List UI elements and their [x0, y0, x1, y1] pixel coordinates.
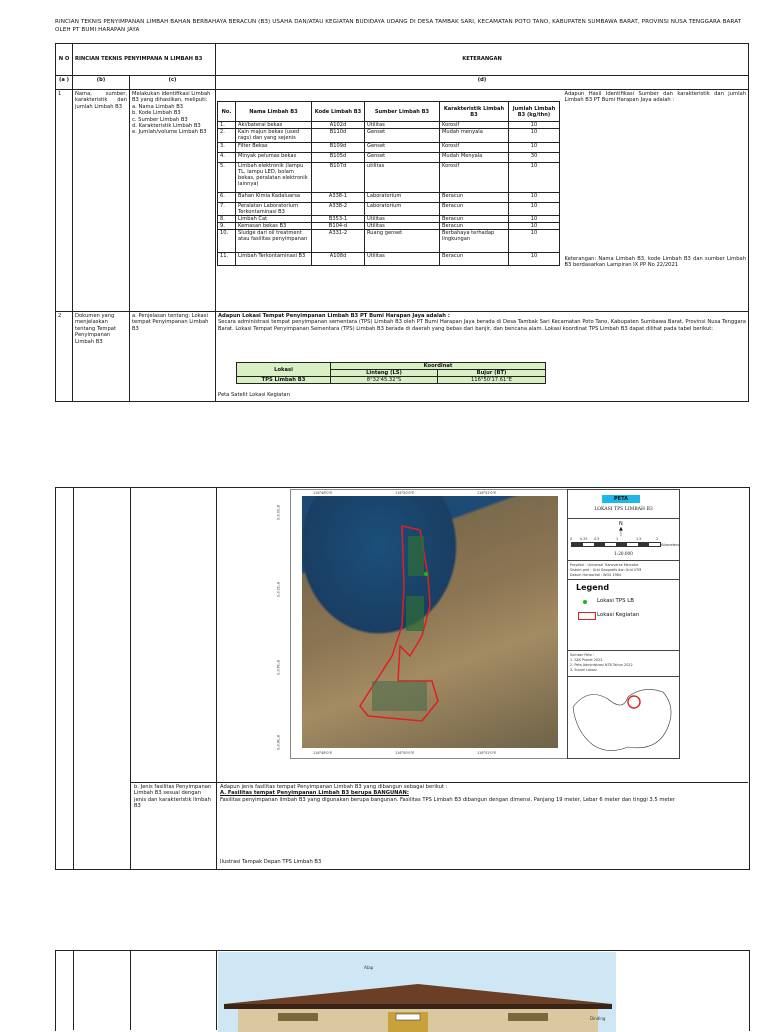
projection-line: Sistem grid : Grid Geografis dan Grid UTM [570, 568, 642, 572]
waste-cell: 10 [509, 253, 560, 266]
coord-lokasi: TPS Limbah B3 [237, 377, 331, 384]
x-tick: 116°52'0"E [477, 751, 497, 755]
header-rincian: RINCIAN TEKNIS PENYIMPANA N LIMBAH B3 [73, 44, 216, 76]
coordinate-table [236, 362, 546, 384]
waste-cell: 4. [218, 153, 236, 163]
waste-cell: Utilitas [365, 253, 440, 266]
tps-building-illustration [218, 952, 616, 1032]
waste-cell: Limbah Cat [236, 216, 312, 223]
pond-block [406, 596, 424, 631]
waste-cell: 7. [218, 203, 236, 216]
subheader-b: (b) [73, 76, 130, 90]
waste-cell: 10 [509, 203, 560, 216]
waste-cell: Utilitas [365, 223, 440, 230]
waste-header: Karakteristik Limbah B3 [440, 102, 509, 122]
row2-description [216, 312, 749, 402]
waste-cell: Ruang genset [365, 230, 440, 253]
waste-header: Jumlah Limbah B3 (kg/thn) [509, 102, 560, 122]
waste-cell: Limbah Terkontaminasi B3 [236, 253, 312, 266]
waste-cell: A102d [312, 122, 365, 129]
row2-title: Adapun Lokasi Tempat Penyimpanan Limbah B3 PT Bumi Harapan Jaya adalah : [218, 313, 450, 319]
coord-lokasi-header: Lokasi [237, 363, 331, 377]
wall-label: Dinding [590, 1016, 606, 1021]
pond-block [372, 681, 427, 711]
waste-cell: Filter Bekas [236, 143, 312, 153]
waste-cell: Berbahaya terhadap lingkungan [440, 230, 509, 253]
waste-cell: Beracun [440, 193, 509, 203]
waste-cell: Utilitas [365, 216, 440, 223]
waste-row [218, 230, 560, 253]
waste-cell: B107d [312, 163, 365, 193]
waste-cell: A331-2 [312, 230, 365, 253]
waste-cell: Beracun [440, 216, 509, 223]
row1-right-top: Adapun Hasil Identifikasi Sumber dan karakteristik dan jumlah Limbah B3 PT Bumi Harapan Jaya adalah : [564, 91, 746, 104]
source-line: 1. SAS Planet 2023 [570, 658, 603, 662]
legend-item-tps: Lokasi TPS LB [597, 598, 634, 604]
waste-cell: Peralatan Laboratorium Terkontaminasi B3 [236, 203, 312, 216]
row1-item: b. Kode Limbah B3 [132, 110, 181, 117]
scale-tick: 1.5 [636, 537, 642, 541]
building-roof [224, 984, 612, 1004]
legend-item-area: Lokasi Kegiatan [597, 612, 640, 618]
waste-cell: Utilitas [365, 122, 440, 129]
scale-ratio: 1:20.000 [614, 551, 633, 556]
waste-cell: B105d [312, 153, 365, 163]
waste-cell: 10 [509, 143, 560, 153]
waste-cell: 10 [509, 193, 560, 203]
waste-cell: Mudah menyala [440, 129, 509, 143]
waste-table-body [218, 122, 560, 266]
waste-table [217, 101, 560, 266]
waste-cell: 10. [218, 230, 236, 253]
waste-cell: Beracun [440, 253, 509, 266]
waste-cell: Genset [365, 153, 440, 163]
waste-cell: utilitas [365, 163, 440, 193]
waste-cell: 6. [218, 193, 236, 203]
waste-row [218, 216, 560, 223]
waste-cell: A338-1 [312, 193, 365, 203]
subheader-c: (c) [130, 76, 216, 90]
y-tick: 8°36'0"S [276, 735, 280, 750]
pond-block [408, 536, 424, 576]
waste-cell: Genset [365, 129, 440, 143]
waste-cell: Aki/baterai bekas [236, 122, 312, 129]
row1-detail [130, 90, 216, 312]
waste-cell: Laboratorium [365, 193, 440, 203]
y-tick: 8°34'0"S [276, 660, 280, 675]
waste-cell: Bahan Kimia Kadaluarsa [236, 193, 312, 203]
map-title: LOKASI TPS LIMBAH B3 [594, 507, 653, 512]
waste-header: No. [218, 102, 236, 122]
waste-row [218, 163, 560, 193]
vent-window [508, 1013, 548, 1021]
satellite-map [302, 496, 558, 748]
coord-lintang: 8°32'45.32"S [331, 377, 438, 384]
waste-row [218, 223, 560, 230]
waste-cell: 10 [509, 230, 560, 253]
waste-cell: 8. [218, 216, 236, 223]
waste-cell: B109d [312, 143, 365, 153]
waste-cell: Laboratorium [365, 203, 440, 216]
waste-cell: Genset [365, 143, 440, 153]
waste-cell: 3. [218, 143, 236, 153]
building-roof-edge [224, 1004, 612, 1009]
row1-right-bottom: Keterangan: Nama Limbah B3, kode Limbah B3 dan sumber Limbah B3 berdasarkan Lampiran IX PP No 22/2021 [564, 256, 746, 269]
waste-cell: B104-d [312, 223, 365, 230]
map-legend-panel [567, 489, 680, 759]
waste-cell: Sludge dari oil treatment atau fasilitas penyimpanan [236, 230, 312, 253]
north-arrow-icon: N ▲ | [619, 521, 623, 537]
scale-tick: 1 [616, 537, 619, 541]
north-label: N [619, 521, 623, 527]
page2-heading: A. Fasilitas tempat Penyimpanan Limbah B3 berupa BANGUNAN: [220, 790, 409, 796]
waste-cell: Kain majun bekas (used rags) dan yang sejenis [236, 129, 312, 143]
scale-bar [571, 542, 661, 547]
scale-unit: Kilometers [661, 543, 680, 547]
waste-row [218, 253, 560, 266]
waste-cell: A108d [312, 253, 365, 266]
scale-tick: 0.25 [580, 537, 588, 541]
scale-tick: 2 [656, 537, 659, 541]
waste-cell: 11. [218, 253, 236, 266]
subheader-d: (d) [216, 76, 749, 90]
page2-body: Fasilitas penyimpanan limbah B3 yang digunakan berupa bangunan. Fasilitas TPS Limbah B3 dibangun dengan dimensi, Panjang 19 meter, Lebar 6 meter dan tinggi 3.5 meter [220, 797, 675, 803]
row1-item: a. Nama Limbah B3 [132, 103, 184, 110]
x-tick: 116°52'0"E [477, 491, 497, 495]
waste-row [218, 193, 560, 203]
waste-header: Sumber Limbah B3 [365, 102, 440, 122]
sources-title: Sumber Peta : [570, 653, 594, 657]
waste-cell: A338-2 [312, 203, 365, 216]
legend-tps-icon [583, 600, 587, 604]
waste-cell: 30 [509, 153, 560, 163]
waste-header: Nama Limbah B3 [236, 102, 312, 122]
map-overlay [302, 496, 558, 748]
waste-cell: 1. [218, 122, 236, 129]
projection-line: Datum Horizontal : WGS 1984 [570, 573, 621, 577]
row2-rincian: Dokumen yang menjelaskan tentang Tempat Penyimpanan Limbah B3 [73, 312, 130, 402]
projection-line: Proyeksi : Universal Transverse Mercator [570, 563, 639, 567]
waste-row [218, 129, 560, 143]
building-drawing [218, 952, 616, 1032]
coord-bujur: 116°50'17.61"E [438, 377, 546, 384]
scale-tick: 0.5 [594, 537, 600, 541]
tps-location-marker [424, 572, 428, 576]
waste-row [218, 153, 560, 163]
coord-bujur-header: Bujur (BT) [438, 370, 546, 377]
subheader-a: (a ) [56, 76, 73, 90]
roof-label: Atap [364, 965, 374, 970]
waste-cell: 10 [509, 122, 560, 129]
waste-cell: Kemasan bekas B3 [236, 223, 312, 230]
waste-cell: Minyak pelumas bekas [236, 153, 312, 163]
source-line: 3. Survei Lokasi [570, 668, 597, 672]
x-tick: 116°50'0"E [395, 491, 415, 495]
row2-detail: a. Penjelasan tentang: Lokasi tempat Penyimpanan Limbah B3 [130, 312, 216, 402]
header-no: N O [56, 44, 73, 76]
inset-map [568, 677, 679, 758]
waste-cell: Limbah elektronik (lampu TL, lampu LED, bolam bekas, peralatan elektronik lainnya) [236, 163, 312, 193]
waste-header: Kode Limbah B3 [312, 102, 365, 122]
waste-cell: 2. [218, 129, 236, 143]
row1-rincian: Nama, sumber, karakteristik dan jumlah Limbah B3 [73, 90, 130, 312]
row2-body: Secara administrasi tempat penyimpanan sementara (TPS) Limbah B3 oleh PT Bumi Harapan Jaya berada di Desa Tambak Sari Kecamatan Poto Tano, Kabupaten Sumbawa Barat, Provinsi Nusa Tenggara Barat. Lokasi Tempat Penyimpanan Sementara (TPS) Limbah B3 berada di daerah yang bebas dari banjir, dan bencana alam. Lokasi koordinat TPS Limbah B3 dapat dilihat pada tabel berikut: [218, 319, 746, 332]
waste-cell: B110d [312, 129, 365, 143]
y-tick: 8°32'0"S [276, 582, 280, 597]
y-tick: 8°30'0"S [276, 505, 280, 520]
row1-item: d. Karakteristik Limbah B3 [132, 123, 201, 130]
waste-cell: Beracun [440, 203, 509, 216]
waste-cell: Korosif [440, 122, 509, 129]
waste-row [218, 203, 560, 216]
legend-title: Legend [576, 583, 610, 592]
page2-caption: Ilustrasi Tampak Depan TPS Limbah B3 [220, 859, 322, 865]
waste-row [218, 143, 560, 153]
row1-notes [563, 90, 749, 312]
inset-land [573, 689, 671, 750]
vent-window [278, 1013, 318, 1021]
page2-intro: Adapun jenis fasilitas tempat Penyimpanan Limbah B3 yang dibangun sebagai berikut : [220, 784, 448, 790]
coord-lintang-header: Lintang (LS) [331, 370, 438, 377]
waste-cell: Korosif [440, 143, 509, 153]
row1-detail-intro: Melakukan identifikasi Limbah B3 yang dihasilkan, meliputi: [132, 91, 211, 104]
page2-detail: b. Jenis fasilitas Penyimpanan Limbah B3 sesuai dengan jenis dan karakteristik limbah B3 [134, 784, 212, 810]
waste-cell: 10 [509, 129, 560, 143]
header-keterangan: KETERANGAN [216, 44, 749, 76]
row1-item: e. Jumlah/volume Limbah B3 [132, 129, 207, 136]
x-tick: 116°48'0"E [313, 751, 333, 755]
hazard-sign [396, 1014, 420, 1020]
row2-no: 2 [56, 312, 73, 402]
waste-cell: B353-1 [312, 216, 365, 223]
waste-cell: Beracun [440, 223, 509, 230]
waste-cell: Korosif [440, 163, 509, 193]
x-tick: 116°50'0"E [395, 751, 415, 755]
peta-label: PETA [602, 495, 640, 503]
waste-cell: 9. [218, 223, 236, 230]
scale-tick: 0 [570, 537, 573, 541]
document-title: RINCIAN TEKNIS PENYIMPANAN LIMBAH BAHAN BERBAHAYA BERACUN (B3) USAHA DAN/ATAU KEGIATAN BUDIDAYA UDANG DI DESA TAMBAK SARI, KECAMATAN POTO TANO, KABUPATEN SUMBAWA BARAT, PROVINSI NUSA TENGGARA BARAT OLEH PT BUMI HARAPAN JAYA [55, 19, 742, 33]
source-line: 2. Peta Administrasi NTB Tahun 2022 [570, 663, 633, 667]
row1-no: 1 [56, 90, 73, 312]
waste-cell: 10 [509, 163, 560, 193]
x-tick: 116°48'0"E [313, 491, 333, 495]
waste-cell: 10 [509, 223, 560, 230]
waste-row [218, 122, 560, 129]
waste-cell: 5. [218, 163, 236, 193]
coord-koordinat-header: Koordinat [331, 363, 546, 370]
waste-cell: 10 [509, 216, 560, 223]
waste-cell: Mudah Menyala [440, 153, 509, 163]
row2-footer: Peta Satelit Lokasi Kegiatan [218, 392, 290, 398]
legend-area-icon [578, 612, 596, 620]
row1-item: c. Sumber Limbah B3 [132, 116, 188, 123]
